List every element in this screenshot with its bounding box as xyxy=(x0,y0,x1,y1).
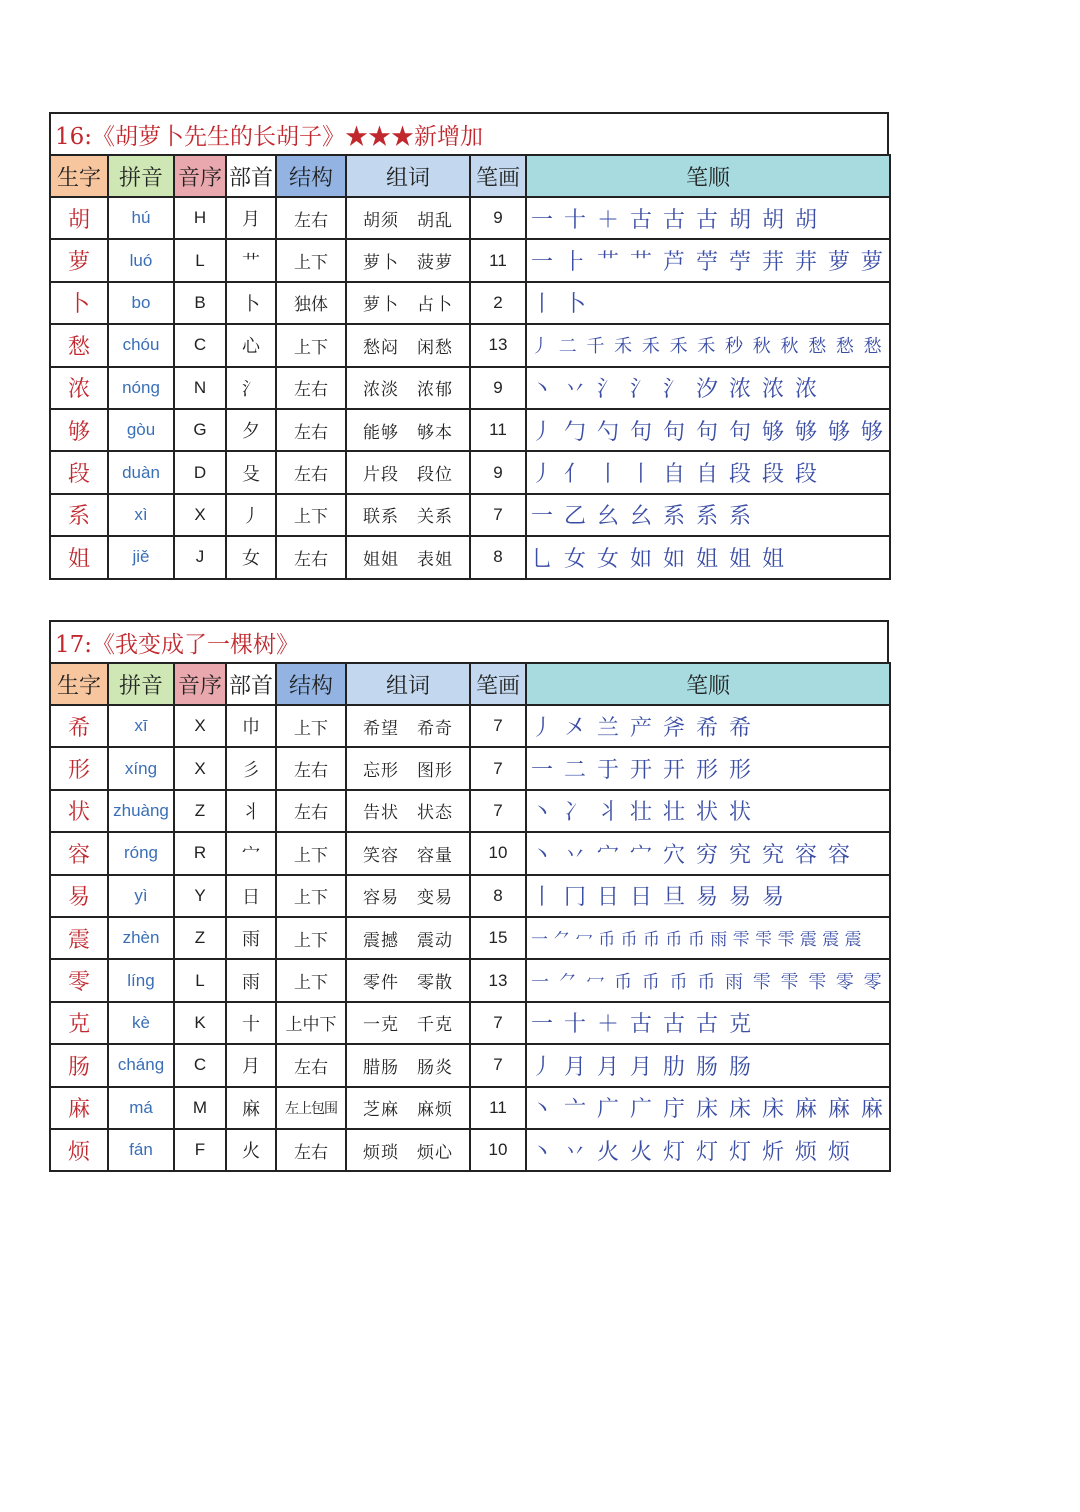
cell-pinyin: kè xyxy=(108,1002,174,1044)
cell-phonetic-order: Y xyxy=(174,875,226,917)
table-row xyxy=(50,917,890,959)
cell-stroke-count: 9 xyxy=(470,367,526,409)
cell-stroke-order xyxy=(526,1087,890,1129)
cell-stroke-count: 10 xyxy=(470,832,526,874)
cell-phonetic-order: D xyxy=(174,451,226,493)
cell-pinyin: luó xyxy=(108,239,174,281)
cell-stroke-count: 13 xyxy=(470,324,526,366)
table-row xyxy=(50,1129,890,1171)
cell-structure: 上下 xyxy=(276,239,346,281)
stroke-sequence: 乚 女 女 如 如 姐 姐 姐 xyxy=(531,546,786,572)
stroke-sequence: 丨 卜 xyxy=(531,292,588,318)
cell-stroke-count: 7 xyxy=(470,705,526,747)
cell-structure: 左右 xyxy=(276,1044,346,1086)
cell-character: 萝 xyxy=(50,239,108,281)
cell-pinyin: cháng xyxy=(108,1044,174,1086)
cell-pinyin: má xyxy=(108,1087,174,1129)
cell-stroke-count: 7 xyxy=(470,1044,526,1086)
cell-radical: 宀 xyxy=(226,832,276,874)
header-phonetic-order: 音序 xyxy=(174,663,226,705)
cell-stroke-order xyxy=(526,705,890,747)
cell-character: 克 xyxy=(50,1002,108,1044)
header-structure: 结构 xyxy=(276,155,346,197)
cell-words: 震撼 震动 xyxy=(346,917,470,959)
cell-stroke-order xyxy=(526,324,890,366)
cell-stroke-order xyxy=(526,917,890,959)
cell-pinyin: xì xyxy=(108,494,174,536)
cell-stroke-count: 7 xyxy=(470,790,526,832)
cell-stroke-order xyxy=(526,451,890,493)
header-stroke-count: 笔画 xyxy=(470,663,526,705)
cell-radical: 卜 xyxy=(226,282,276,324)
header-pinyin: 拼音 xyxy=(108,155,174,197)
cell-structure: 上下 xyxy=(276,917,346,959)
cell-structure: 独体 xyxy=(276,282,346,324)
cell-stroke-order xyxy=(526,1044,890,1086)
cell-character: 容 xyxy=(50,832,108,874)
cell-stroke-count: 11 xyxy=(470,239,526,281)
cell-words: 零件 零散 xyxy=(346,959,470,1001)
cell-stroke-count: 8 xyxy=(470,536,526,578)
cell-structure: 上下 xyxy=(276,832,346,874)
header-radical: 部首 xyxy=(226,663,276,705)
stroke-sequence: 丶 冫 丬 壮 壮 状 状 xyxy=(531,800,753,826)
stroke-sequence: 一 十 ＋ 古 古 古 胡 胡 胡 xyxy=(531,207,819,233)
stroke-sequence: 丶 丷 火 火 灯 灯 灯 炘 烦 烦 xyxy=(531,1139,852,1165)
cell-words: 希望 希奇 xyxy=(346,705,470,747)
cell-stroke-order xyxy=(526,790,890,832)
header-phonetic-order: 音序 xyxy=(174,155,226,197)
cell-stroke-count: 9 xyxy=(470,197,526,239)
cell-stroke-count: 7 xyxy=(470,1002,526,1044)
cell-phonetic-order: N xyxy=(174,367,226,409)
cell-character: 浓 xyxy=(50,367,108,409)
cell-phonetic-order: C xyxy=(174,324,226,366)
cell-stroke-count: 7 xyxy=(470,747,526,789)
cell-stroke-order xyxy=(526,1002,890,1044)
cell-stroke-count: 7 xyxy=(470,494,526,536)
cell-phonetic-order: K xyxy=(174,1002,226,1044)
cell-radical: 丿 xyxy=(226,494,276,536)
cell-radical: 雨 xyxy=(226,959,276,1001)
table-row xyxy=(50,494,890,536)
header-stroke-order: 笔顺 xyxy=(526,155,890,197)
stroke-sequence: 丿 二 千 禾 禾 禾 禾 秒 秋 秋 愁 愁 愁 xyxy=(531,336,884,358)
cell-phonetic-order: L xyxy=(174,959,226,1001)
cell-phonetic-order: F xyxy=(174,1129,226,1171)
cell-stroke-order xyxy=(526,197,890,239)
cell-stroke-order xyxy=(526,959,890,1001)
cell-pinyin: jiě xyxy=(108,536,174,578)
cell-pinyin: bo xyxy=(108,282,174,324)
lesson-title: 17:《我变成了一棵树》 xyxy=(49,620,889,662)
cell-phonetic-order: R xyxy=(174,832,226,874)
header-pinyin: 拼音 xyxy=(108,663,174,705)
cell-character: 够 xyxy=(50,409,108,451)
cell-character: 形 xyxy=(50,747,108,789)
cell-radical: 月 xyxy=(226,1044,276,1086)
cell-phonetic-order: X xyxy=(174,747,226,789)
table-row xyxy=(50,959,890,1001)
cell-radical: 雨 xyxy=(226,917,276,959)
cell-words: 一克 千克 xyxy=(346,1002,470,1044)
cell-character: 麻 xyxy=(50,1087,108,1129)
cell-structure: 上中下 xyxy=(276,1002,346,1044)
cell-words: 告状 状态 xyxy=(346,790,470,832)
cell-pinyin: róng xyxy=(108,832,174,874)
cell-pinyin: yì xyxy=(108,875,174,917)
cell-words: 萝卜 菠萝 xyxy=(346,239,470,281)
cell-stroke-count: 13 xyxy=(470,959,526,1001)
lesson-17-table xyxy=(49,620,889,1172)
cell-phonetic-order: H xyxy=(174,197,226,239)
cell-character: 易 xyxy=(50,875,108,917)
table-body xyxy=(50,705,890,1171)
cell-pinyin: fán xyxy=(108,1129,174,1171)
cell-character: 卜 xyxy=(50,282,108,324)
header-stroke-count: 笔画 xyxy=(470,155,526,197)
stroke-sequence: 一 ⺈ 冖 币 币 币 币 币 雨 雫 雫 雫 震 震 震 xyxy=(531,930,862,951)
table-row xyxy=(50,536,890,578)
cell-character: 段 xyxy=(50,451,108,493)
cell-radical: 巾 xyxy=(226,705,276,747)
stroke-sequence: 丿 亻 丨 丨 自 自 段 段 段 xyxy=(531,462,819,488)
cell-pinyin: duàn xyxy=(108,451,174,493)
cell-stroke-order xyxy=(526,875,890,917)
cell-structure: 上下 xyxy=(276,324,346,366)
header-stroke-order: 笔顺 xyxy=(526,663,890,705)
table-row xyxy=(50,832,890,874)
cell-words: 烦琐 烦心 xyxy=(346,1129,470,1171)
cell-character: 肠 xyxy=(50,1044,108,1086)
header-character: 生字 xyxy=(50,155,108,197)
table-row xyxy=(50,239,890,281)
cell-character: 胡 xyxy=(50,197,108,239)
stroke-sequence: 丶 丷 氵 氵 氵 汐 浓 浓 浓 xyxy=(531,377,819,403)
table-row xyxy=(50,367,890,409)
cell-words: 容易 变易 xyxy=(346,875,470,917)
cell-structure: 左右 xyxy=(276,747,346,789)
character-table xyxy=(49,154,891,580)
cell-words: 笑容 容量 xyxy=(346,832,470,874)
cell-character: 震 xyxy=(50,917,108,959)
character-table xyxy=(49,662,891,1172)
stroke-sequence: 丿 勹 勺 句 句 句 句 够 够 够 够 xyxy=(531,419,885,445)
table-body xyxy=(50,197,890,579)
cell-pinyin: chóu xyxy=(108,324,174,366)
cell-radical: 心 xyxy=(226,324,276,366)
cell-words: 萝卜 占卜 xyxy=(346,282,470,324)
cell-radical: 月 xyxy=(226,197,276,239)
cell-radical: 日 xyxy=(226,875,276,917)
cell-phonetic-order: B xyxy=(174,282,226,324)
table-row xyxy=(50,747,890,789)
cell-structure: 上下 xyxy=(276,705,346,747)
cell-stroke-order xyxy=(526,239,890,281)
cell-character: 姐 xyxy=(50,536,108,578)
stroke-sequence: 一 ⺈ 冖 币 币 币 币 雨 雫 雫 雫 零 零 xyxy=(531,971,884,993)
cell-pinyin: nóng xyxy=(108,367,174,409)
header-structure: 结构 xyxy=(276,663,346,705)
cell-words: 联系 关系 xyxy=(346,494,470,536)
header-words: 组词 xyxy=(346,663,470,705)
cell-radical: 夕 xyxy=(226,409,276,451)
cell-stroke-count: 8 xyxy=(470,875,526,917)
table-row xyxy=(50,875,890,917)
cell-stroke-count: 10 xyxy=(470,1129,526,1171)
header-character: 生字 xyxy=(50,663,108,705)
cell-stroke-order xyxy=(526,1129,890,1171)
cell-phonetic-order: G xyxy=(174,409,226,451)
cell-radical: 十 xyxy=(226,1002,276,1044)
lesson-title: 16:《胡萝卜先生的长胡子》★★★新增加 xyxy=(49,112,889,154)
cell-pinyin: gòu xyxy=(108,409,174,451)
cell-structure: 上下 xyxy=(276,875,346,917)
table-row xyxy=(50,409,890,451)
stroke-sequence: 一 二 于 开 开 形 形 xyxy=(531,758,753,784)
cell-stroke-count: 15 xyxy=(470,917,526,959)
cell-structure: 左右 xyxy=(276,367,346,409)
cell-stroke-order xyxy=(526,747,890,789)
stroke-sequence: 丶 丷 宀 宀 穴 穷 究 究 容 容 xyxy=(531,842,852,868)
cell-words: 腊肠 肠炎 xyxy=(346,1044,470,1086)
cell-radical: 彡 xyxy=(226,747,276,789)
cell-radical: 丬 xyxy=(226,790,276,832)
cell-stroke-order xyxy=(526,832,890,874)
cell-words: 胡须 胡乱 xyxy=(346,197,470,239)
cell-structure: 左右 xyxy=(276,197,346,239)
cell-stroke-order xyxy=(526,367,890,409)
cell-phonetic-order: Z xyxy=(174,790,226,832)
header-radical: 部首 xyxy=(226,155,276,197)
cell-structure: 上下 xyxy=(276,494,346,536)
cell-stroke-order xyxy=(526,536,890,578)
cell-pinyin: zhuàng xyxy=(108,790,174,832)
cell-words: 能够 够本 xyxy=(346,409,470,451)
stroke-sequence: 丨 冂 日 日 旦 易 易 易 xyxy=(531,885,786,911)
cell-pinyin: hú xyxy=(108,197,174,239)
table-row xyxy=(50,282,890,324)
cell-pinyin: xíng xyxy=(108,747,174,789)
cell-structure: 左右 xyxy=(276,536,346,578)
stroke-sequence: 一 乙 幺 幺 系 系 系 xyxy=(531,504,753,530)
cell-phonetic-order: X xyxy=(174,705,226,747)
cell-phonetic-order: J xyxy=(174,536,226,578)
cell-character: 烦 xyxy=(50,1129,108,1171)
table-row xyxy=(50,705,890,747)
cell-phonetic-order: L xyxy=(174,239,226,281)
table-row xyxy=(50,1087,890,1129)
cell-radical: 氵 xyxy=(226,367,276,409)
cell-stroke-count: 11 xyxy=(470,1087,526,1129)
cell-structure: 上下 xyxy=(276,959,346,1001)
header-row xyxy=(50,155,890,197)
stroke-sequence: 丿 月 月 月 肋 肠 肠 xyxy=(531,1054,753,1080)
cell-words: 浓淡 浓郁 xyxy=(346,367,470,409)
cell-stroke-count: 9 xyxy=(470,451,526,493)
cell-pinyin: xī xyxy=(108,705,174,747)
cell-phonetic-order: M xyxy=(174,1087,226,1129)
cell-words: 姐姐 表姐 xyxy=(346,536,470,578)
stroke-sequence: 丶 亠 广 广 庁 床 床 床 麻 麻 麻 xyxy=(531,1097,885,1123)
cell-structure: 左右 xyxy=(276,409,346,451)
cell-words: 片段 段位 xyxy=(346,451,470,493)
cell-pinyin: zhèn xyxy=(108,917,174,959)
cell-character: 零 xyxy=(50,959,108,1001)
cell-phonetic-order: Z xyxy=(174,917,226,959)
cell-structure: 左右 xyxy=(276,451,346,493)
cell-stroke-count: 2 xyxy=(470,282,526,324)
table-row xyxy=(50,197,890,239)
cell-character: 愁 xyxy=(50,324,108,366)
stroke-sequence: 一 ⺊ 艹 艹 芦 苧 苧 茾 茾 萝 萝 xyxy=(531,250,885,276)
cell-stroke-order xyxy=(526,494,890,536)
cell-character: 状 xyxy=(50,790,108,832)
cell-structure: 左上包围 xyxy=(276,1087,346,1129)
cell-words: 忘形 图形 xyxy=(346,747,470,789)
cell-radical: 殳 xyxy=(226,451,276,493)
cell-stroke-order xyxy=(526,409,890,451)
cell-pinyin: líng xyxy=(108,959,174,1001)
cell-radical: 火 xyxy=(226,1129,276,1171)
cell-phonetic-order: X xyxy=(174,494,226,536)
cell-phonetic-order: C xyxy=(174,1044,226,1086)
cell-words: 芝麻 麻烦 xyxy=(346,1087,470,1129)
cell-stroke-order xyxy=(526,282,890,324)
lesson-16-table xyxy=(49,112,889,580)
table-row xyxy=(50,451,890,493)
table-row xyxy=(50,324,890,366)
cell-structure: 左右 xyxy=(276,1129,346,1171)
header-row xyxy=(50,663,890,705)
cell-character: 系 xyxy=(50,494,108,536)
cell-words: 愁闷 闲愁 xyxy=(346,324,470,366)
table-row xyxy=(50,1002,890,1044)
table-row xyxy=(50,790,890,832)
cell-radical: 艹 xyxy=(226,239,276,281)
cell-radical: 女 xyxy=(226,536,276,578)
cell-radical: 麻 xyxy=(226,1087,276,1129)
cell-stroke-count: 11 xyxy=(470,409,526,451)
header-words: 组词 xyxy=(346,155,470,197)
cell-character: 希 xyxy=(50,705,108,747)
stroke-sequence: 丿 㐅 兰 产 斧 希 希 xyxy=(531,715,753,741)
stroke-sequence: 一 十 ＋ 古 古 古 克 xyxy=(531,1012,753,1038)
table-row xyxy=(50,1044,890,1086)
cell-structure: 左右 xyxy=(276,790,346,832)
